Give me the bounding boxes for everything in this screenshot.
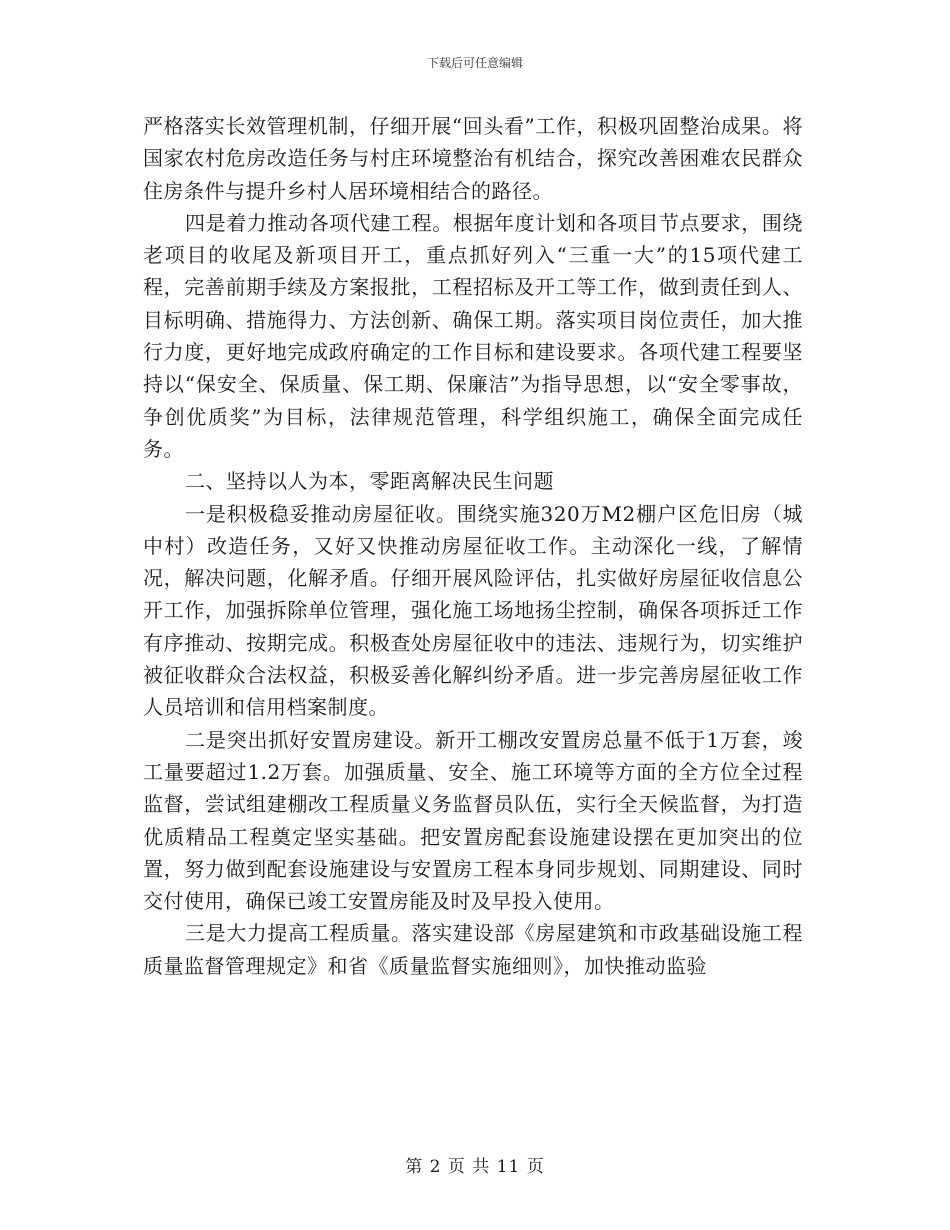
section-heading: 二、坚持以人为本，零距离解决民生问题 <box>185 469 554 494</box>
document-body <box>143 110 803 982</box>
paragraph: 四是着力推动各项代建工程。根据年度计划和各项目节点要求，围绕老项目的收尾及新项目开工，重点抓好列入“三重一大”的15项代建工程，完善前期手续及方案报批，工程招标及开工等工作，做到责任到人、目标明确、措施得力、方法创新、确保工期。落实项目岗位责任，加大推行力度，更好地完成政府确定的工作目标和建设要求。各项代建工程要坚持以“保安全、保质量、保工期、保廉洁”为指导思想，以“安全零事故，争创优质奖”为目标，法律规范管理，科学组织施工，确保全面完成任务。 <box>143 210 803 461</box>
paragraph: 一是积极稳妥推动房屋征收。围绕实施320万M2棚户区危旧房（城中村）改造任务，又好又快推动房屋征收工作。主动深化一线，了解情况，解决问题，化解矛盾。仔细开展风险评估，扎实做好房屋征收信息公开工作，加强拆除单位管理，强化施工场地扬尘控制，确保各项拆迁工作有序推动、按期完成。积极查处房屋征收中的违法、违规行为，切实维护被征收群众合法权益，积极妥善化解纠纷矛盾。进一步完善房屋征收工作人员培训和信用档案制度。 <box>143 501 803 720</box>
paragraph: 二是突出抓好安置房建设。新开工棚改安置房总量不低于1万套，竣工量要超过1.2万套。加强质量、安全、施工环境等方面的全方位全过程监督，尝试组建棚改工程质量义务监督员队伍，实行全天候监督，为打造优质精品工程奠定坚实基础。把安置房配套设施建设摆在更加突出的位置，努力做到配套设施建设与安置房工程本身同步规划、同期建设、同时交付使用，确保已竣工安置房能及时及早投入使用。 <box>143 727 803 914</box>
paragraph: 严格落实长效管理机制，仔细开展“回头看”工作，积极巩固整治成果。将国家农村危房改造任务与村庄环境整治有机结合，探究改善困难农民群众住房条件与提升乡村人居环境相结合的路径。 <box>143 114 803 203</box>
page-header: 下载后可任意编辑 <box>426 56 523 70</box>
page-footer: 第 2 页 共 11 页 <box>405 1157 545 1177</box>
paragraph: 三是大力提高工程质量。落实建设部《房屋建筑和市政基础设施工程质量监督管理规定》和省《质量监督实施细则》，加快推动监验 <box>143 921 803 978</box>
